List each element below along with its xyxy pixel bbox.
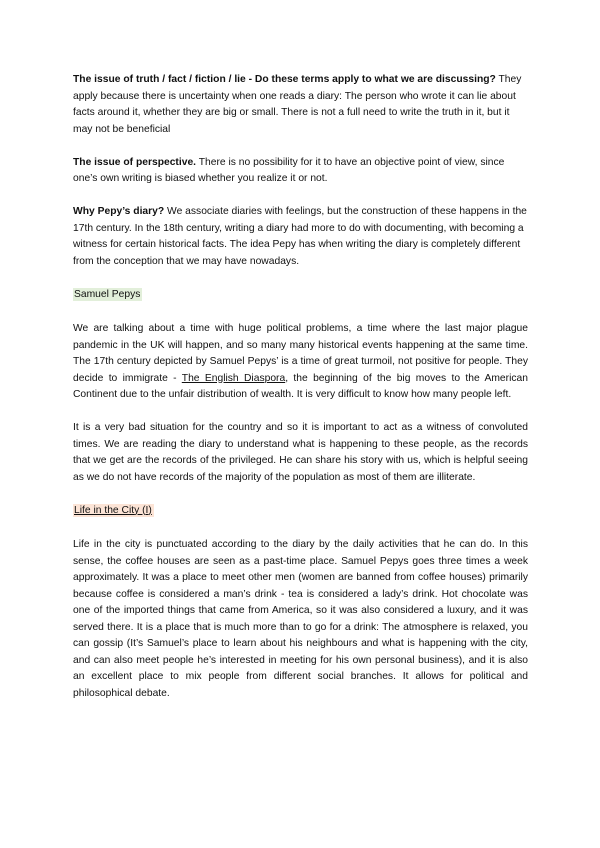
section-heading-life-in-city (73, 503, 154, 520)
why-heading: Why Pepy’s diary? (73, 206, 165, 217)
samuel-pepys-heading: Samuel Pepys (74, 288, 141, 300)
pepys-p1-before: We are talking about a time with huge political problems, a time where the last major plague pandemic in the UK will happen, and so many many historical events happening at the same time. The 17th century depicted by Samuel Pepys’ is a time of great turmoil, not positive for people. They decide to immigrate - (73, 323, 528, 384)
why-body: We associate diaries with feelings, but the construction of these happens in the 17th century. In the 18th century, writing a diary had more to do with documenting, with becoming a witness for certain historical facts. The idea Pepy has when writing the diary is completely different from the conception that we may have nowadays. (73, 206, 527, 267)
perspective-paragraph (73, 155, 528, 188)
pepys-paragraph-2: It is a very bad situation for the country and so it is important to act as a witness of convoluted times. We are reading the diary to understand what is happening to these people, as the records that we get are the records of the privileged. He can share his story with us, which is helpful seeing as we do not have records of the majority of the population as most of them are illiterate. (73, 422, 528, 483)
perspective-body: There is no possibility for it to have an objective point of view, since one’s own writing is biased whether you realize it or not. (73, 156, 505, 184)
life-in-city-heading: Life in the City (I) (74, 504, 152, 516)
life-in-city-paragraph: Life in the city is punctuated according to the diary by the daily activities that he can do. In this sense, the coffee houses are seen as a past-time place. Samuel Pepys goes three times a week approximately. It was a place to meet other men (women are banned from coffee houses) primarily because coffee is considered a man’s drink - tea is considered a lady’s drink. Hot chocolate was one of the imported things that came from America, so it was also considered a luxury, and it was served there. It is a place that is much more than to go for a drink: The atmosphere is relaxed, you can gossip (It’s Samuel’s place to learn about his neighbours and what is happening with the city, and can also meet people he’s interested in meeting for his own personal business), and it is also an excellent place to mix people from different social branches. It allows for political and philosophical debate. (73, 539, 528, 699)
pepys-paragraph-1 (73, 321, 528, 404)
section-heading-samuel-pepys (73, 287, 142, 304)
perspective-heading: The issue of perspective. (73, 156, 197, 168)
pepys-p1-after: , the beginning of the big moves to the American Continent due to the unfair distribution of wealth. It is very difficult to know how many people left. (73, 372, 528, 400)
truth-paragraph (73, 72, 528, 138)
truth-heading: The issue of truth / fact / fiction / lie - Do these terms apply to what we are discussing? (73, 74, 496, 85)
why-paragraph (73, 204, 528, 270)
english-diaspora-link[interactable]: The English Diaspora (181, 372, 286, 384)
document-body (73, 72, 528, 719)
truth-body: They apply because there is uncertainty when one reads a diary: The person who wrote it can lie about facts around it, whether they are big or small. There is not a full need to write the truth in it, but it may not be beneficial (73, 74, 522, 135)
